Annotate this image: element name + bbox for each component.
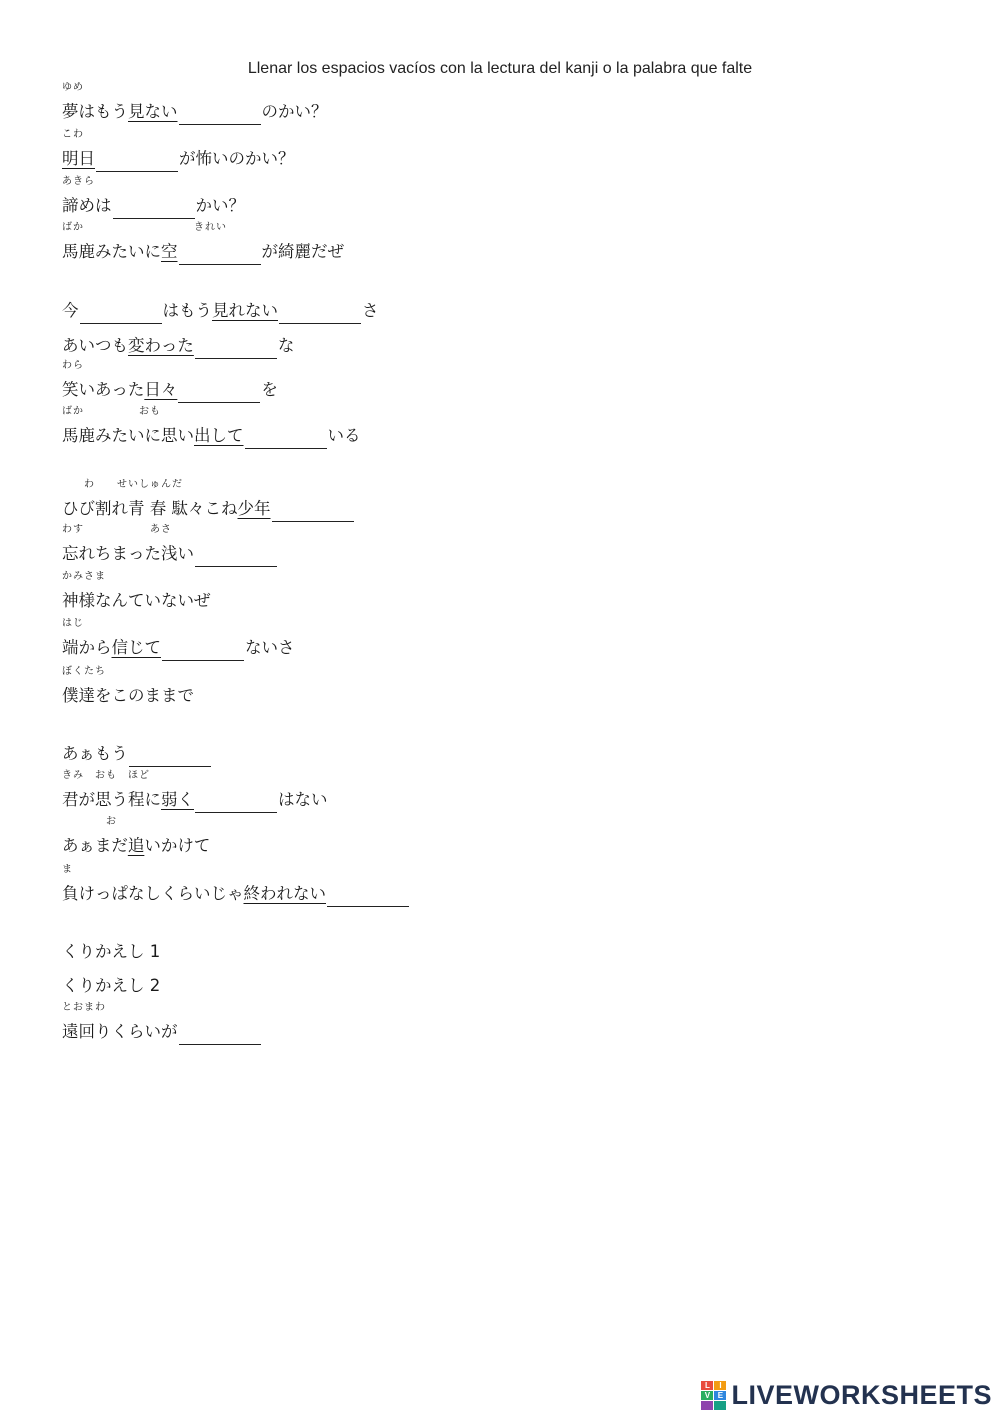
line-text: 今 [62, 301, 79, 320]
brand-name: LIVEWORKSHEETS [731, 1380, 992, 1410]
furigana: かみさま [62, 571, 106, 582]
line-text: さ [362, 301, 379, 320]
logo-tile: I [714, 1381, 726, 1390]
line-text: かい？ [195, 196, 245, 215]
line-text: が怖いのかい？ [179, 149, 295, 168]
underlined-word: 少年 [237, 499, 271, 518]
line-text: 馬鹿みたいに思い [62, 426, 194, 445]
line-content [62, 1002, 262, 1045]
furigana: ばか きれい [62, 222, 227, 233]
exercise-line [62, 479, 355, 522]
exercise-line [62, 618, 295, 661]
underlined-word: 信じて [111, 638, 161, 657]
exercise-line [62, 222, 344, 265]
underlined-word: 出して [194, 426, 244, 445]
line-content [62, 479, 355, 522]
line-content [62, 571, 211, 614]
underlined-word: 追 [127, 836, 145, 855]
logo-tile [714, 1401, 726, 1410]
blank-input[interactable] [179, 104, 261, 125]
line-text: 端から [62, 638, 112, 657]
line-text: いる [327, 426, 361, 445]
line-text: くりかえし 2 [62, 976, 161, 995]
line-text: あいつも [62, 336, 128, 355]
blank-input[interactable] [272, 501, 354, 522]
exercise-line [62, 973, 160, 999]
furigana: わら [62, 360, 84, 371]
line-text: はもう [162, 301, 212, 320]
logo-tile: E [714, 1391, 726, 1400]
line-text: 忘れちまった浅い [62, 544, 194, 563]
underlined-word: 弱く [161, 790, 194, 809]
exercise-line [62, 129, 295, 172]
furigana: わ せいしゅんだ [62, 479, 183, 490]
line-content [62, 360, 278, 403]
exercise-line [62, 666, 194, 709]
line-text: いかけて [144, 836, 211, 855]
underlined-word: 変わった [128, 336, 194, 355]
line-content [62, 82, 328, 125]
line-text: のかい？ [261, 102, 328, 121]
blank-input[interactable] [195, 338, 277, 359]
page-title: Llenar los espacios vacíos con la lectura del kanji o la palabra que falte [247, 60, 753, 77]
line-text: あぁもう [62, 744, 128, 763]
line-text: 神様なんていないぜ [62, 591, 211, 610]
exercise-line [62, 176, 245, 219]
blank-input[interactable] [279, 303, 361, 324]
underlined-word: 見れない [212, 301, 278, 320]
blank-input[interactable] [178, 382, 260, 403]
underlined-word: 明日 [62, 149, 95, 168]
furigana: とおまわ [62, 1002, 106, 1013]
line-text: はない [278, 790, 328, 809]
underlined-word: 日々 [144, 380, 178, 399]
exercise-line [62, 770, 328, 813]
line-text: くりかえし 1 [62, 942, 161, 961]
line-content [62, 333, 294, 359]
line-text: あぁまだ [62, 836, 128, 855]
exercise-line [62, 816, 211, 859]
blank-input[interactable] [327, 886, 409, 907]
furigana: きみ おも ほど [62, 770, 150, 781]
blank-input[interactable] [113, 198, 195, 219]
line-content [62, 222, 344, 265]
furigana: はじ [62, 618, 84, 629]
exercise-line [62, 406, 361, 449]
furigana: お [62, 816, 117, 827]
exercise-line [62, 82, 328, 125]
line-content [62, 770, 328, 813]
line-text: ないさ [245, 638, 295, 657]
brand-logo-icon [701, 1381, 725, 1409]
line-text: 僕達をこのままで [62, 686, 194, 705]
blank-input[interactable] [80, 303, 162, 324]
blank-input[interactable] [195, 546, 277, 567]
exercise-line [62, 524, 278, 567]
exercise-line [62, 333, 294, 359]
line-text: な [277, 336, 295, 355]
blank-input[interactable] [179, 1024, 261, 1045]
line-text: 君が思う程に [62, 790, 161, 809]
logo-tile [701, 1401, 713, 1410]
exercise-line [62, 939, 160, 965]
line-content [62, 129, 295, 172]
furigana: ばか おも [62, 406, 161, 417]
blank-input[interactable] [179, 244, 261, 265]
furigana: ゆめ [62, 82, 84, 93]
logo-tile: V [701, 1391, 713, 1400]
blank-input[interactable] [162, 640, 244, 661]
line-text: 諦めは [62, 196, 112, 215]
blank-input[interactable] [96, 151, 178, 172]
line-text: が綺麗だぜ [261, 242, 344, 261]
furigana: ま [62, 864, 73, 875]
line-text: 夢はもう [62, 102, 128, 121]
blank-input[interactable] [245, 428, 327, 449]
line-text: 笑いあった [62, 380, 145, 399]
line-content [62, 741, 212, 767]
line-content [62, 406, 361, 449]
brand-logo [701, 1378, 992, 1412]
exercise-line [62, 298, 379, 324]
logo-tile: L [701, 1381, 713, 1390]
line-content [62, 524, 278, 567]
exercise-line [62, 571, 211, 614]
line-content [62, 816, 211, 859]
line-content [62, 864, 410, 907]
line-text: 遠回りくらいが [62, 1022, 178, 1041]
line-text: 馬鹿みたいに [62, 242, 161, 261]
line-text: ひび割れ青 春 駄々こね [62, 499, 238, 518]
furigana: わす あさ [62, 524, 172, 535]
exercise-line [62, 741, 212, 767]
line-text: 負けっぱなしくらいじゃ [62, 884, 244, 903]
exercise-line [62, 864, 410, 907]
exercise-line [62, 1002, 262, 1045]
underlined-word: 空 [161, 242, 178, 261]
line-content [62, 939, 160, 965]
line-text: を [261, 380, 278, 399]
line-content [62, 176, 245, 219]
underlined-word: 終われない [243, 884, 326, 903]
blank-input[interactable] [195, 792, 277, 813]
blank-input[interactable] [129, 746, 211, 767]
line-content [62, 666, 194, 709]
line-content [62, 298, 379, 324]
furigana: あきら [62, 176, 95, 187]
underlined-word: 見ない [128, 102, 178, 121]
line-content [62, 973, 160, 999]
line-content [62, 618, 295, 661]
furigana: こわ [62, 129, 84, 140]
exercise-line [62, 360, 278, 403]
furigana: ぼくたち [62, 666, 106, 677]
